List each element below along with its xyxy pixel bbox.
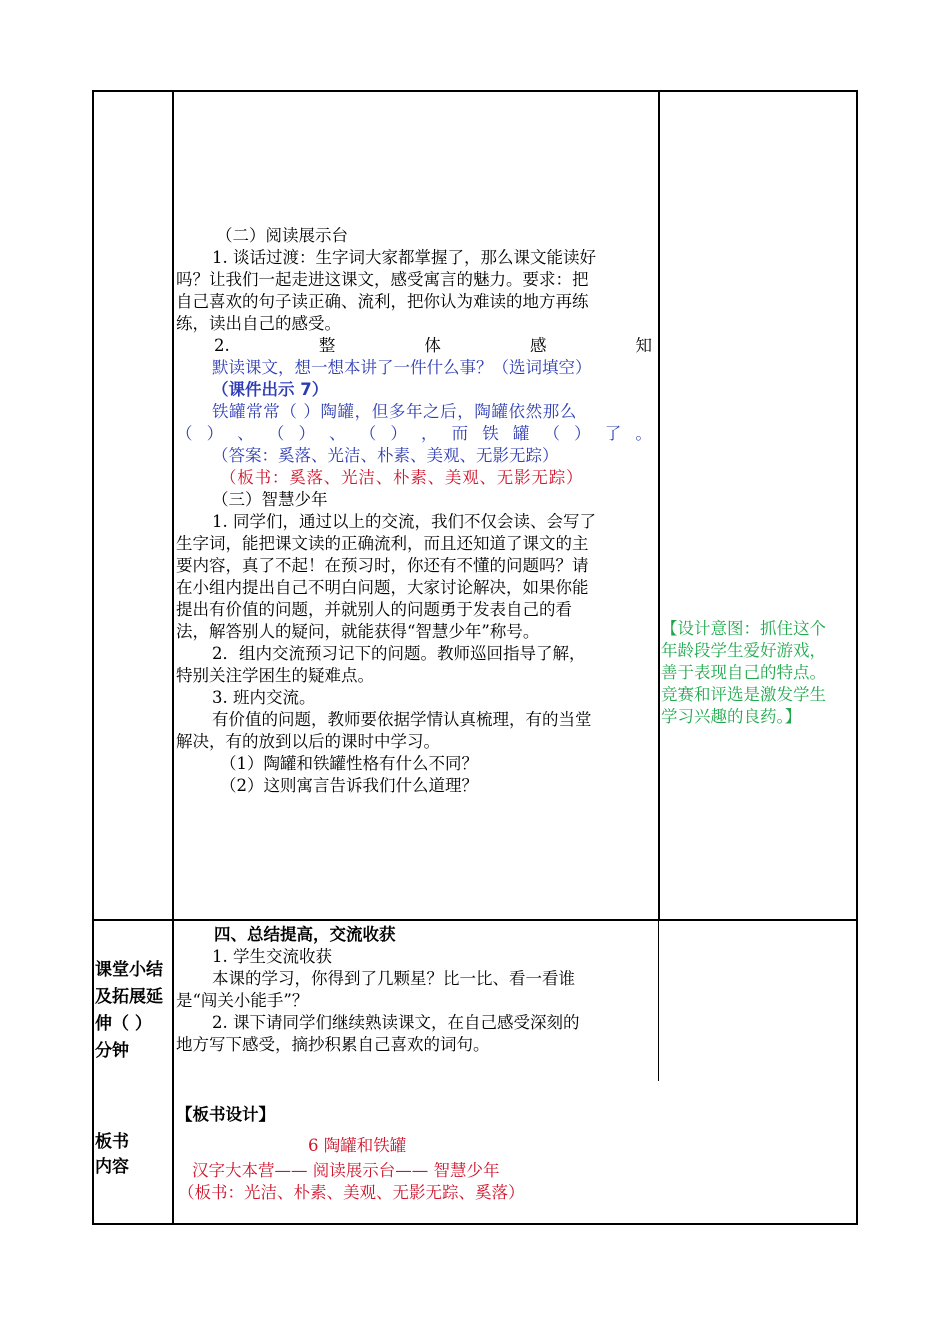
summary-line3: 是“闯关小能手”？ <box>176 991 309 1010</box>
col-divider-2-top <box>658 90 660 921</box>
p2-word: 体 <box>424 336 441 355</box>
p2-word: 知 <box>635 336 652 355</box>
fill-token: 了 <box>604 424 622 443</box>
question-1: （1）陶罐和铁罐性格有什么不同？ <box>220 754 478 773</box>
teaching-process-cell <box>176 225 656 797</box>
wisdom-section-title: （三）智慧少年 <box>212 490 328 509</box>
fill-token: （ <box>543 424 560 443</box>
courseware-note: （课件出示 7） <box>212 380 329 399</box>
wisdom-p1-line2: 生字词，能把课文读的正确流利，而且还知道了课文的主 <box>176 534 589 553</box>
summary-line2: 本课的学习，你得到了几颗星？比一比、看一看谁 <box>212 969 575 988</box>
fill-token: ） <box>206 424 224 443</box>
summary-label-cell <box>95 957 171 1065</box>
fill-token: 而 <box>451 424 469 443</box>
fill-blank-line1: 铁罐常常（ ）陶罐，但多年之后，陶罐依然那么 <box>212 402 577 421</box>
reading-p1-line4: 练，读出自己的感受。 <box>176 314 341 333</box>
table-right-border <box>856 90 858 1225</box>
wisdom-p4-line1: 有价值的问题，教师要依据学情认真梳理，有的当堂 <box>212 710 592 729</box>
design-intent-line1: 【设计意图：抓住这个 <box>661 619 826 638</box>
design-intent-line3: 善于表现自己的特点。 <box>661 663 826 682</box>
p2-word: 整 <box>318 336 336 355</box>
board-content-cell <box>176 1103 656 1204</box>
summary-label-line3: 伸（ ） <box>95 1014 152 1034</box>
summary-line5: 地方写下感受，摘抄积累自己喜欢的词句。 <box>176 1035 490 1054</box>
summary-label-line2: 及拓展延 <box>95 987 163 1007</box>
summary-line4: 2. 课下请同学们继续熟读课文，在自己感受深刻的 <box>212 1013 580 1032</box>
reading-task: 默读课文，想一想本讲了一件什么事？（选词填空） <box>212 358 592 377</box>
fill-token: （ <box>359 424 377 443</box>
summary-line1: 1. 学生交流收获 <box>212 947 332 966</box>
design-intent-line4: 竞赛和评选是激发学生 <box>661 685 826 704</box>
table-bottom-border <box>92 1223 858 1225</box>
col-divider-1 <box>172 90 174 1225</box>
wisdom-p1-line4: 在小组内提出自己不明白问题，大家讨论解决，如果你能 <box>176 578 589 597</box>
wisdom-p1-line1: 1. 同学们，通过以上的交流，我们不仅会读、会写了 <box>212 512 596 531</box>
p2-word: 感 <box>529 336 547 355</box>
col-divider-2-mid <box>658 921 659 1081</box>
board-flow: 汉字大本营—— 阅读展示台—— 智慧少年 <box>192 1161 500 1180</box>
question-2: （2）这则寓言告诉我们什么道理？ <box>220 776 478 795</box>
board-label-line2: 内容 <box>95 1157 129 1177</box>
fill-token: 、 <box>329 424 346 443</box>
wisdom-p2-line1: 2．组内交流预习记下的问题。教师巡回指导了解， <box>212 644 586 663</box>
p2-word: 2. <box>214 336 230 355</box>
summary-label-line4: 分钟 <box>95 1041 129 1061</box>
table-left-border <box>92 90 94 1225</box>
reading-p2-heading <box>176 335 656 357</box>
wisdom-p3: 3. 班内交流。 <box>212 688 316 707</box>
board-label-cell <box>95 1130 171 1180</box>
wisdom-p2-line2: 特别关注学困生的疑难点。 <box>176 666 374 685</box>
fill-token: ） <box>574 424 591 443</box>
design-intent-line5: 学习兴趣的良药。】 <box>661 707 802 726</box>
wisdom-p4-line2: 解决，有的放到以后的课时中学习。 <box>176 732 440 751</box>
fill-token: ， <box>421 424 438 443</box>
fill-token: 、 <box>237 424 254 443</box>
summary-content-cell <box>176 924 656 1056</box>
reading-p1-line1: 1. 谈话过渡：生字词大家都掌握了，那么课文能读好 <box>212 248 596 267</box>
row-divider-1 <box>92 919 858 921</box>
fill-token: 罐 <box>512 424 530 443</box>
fill-token: 。 <box>635 424 652 443</box>
reading-p1-line2: 吗？让我们一起走进这课文，感受寓言的魅力。要求：把 <box>176 270 589 289</box>
fill-blank-line2 <box>176 423 656 445</box>
fill-token: 铁 <box>482 424 499 443</box>
summary-label-line1: 课堂小结 <box>95 960 163 980</box>
board-label-line1: 板书 <box>95 1132 129 1152</box>
design-intent-line2: 年龄段学生爱好游戏， <box>661 641 826 660</box>
wisdom-p1-line6: 法，解答别人的疑问，就能获得“智慧少年”称号。 <box>176 622 540 641</box>
summary-title: 四、总结提高，交流收获 <box>214 925 396 944</box>
board-words: （板书：光洁、朴素、美观、无影无踪、奚落） <box>178 1183 525 1202</box>
fill-token: ） <box>298 424 315 443</box>
wisdom-p1-line3: 要内容，真了不起！在预习时，你还有不懂的问题吗？请 <box>176 556 589 575</box>
reading-section-title: （二）阅读展示台 <box>216 226 348 245</box>
board-note-red: （板书：奚落、光洁、朴素、美观、无影无踪） <box>220 468 584 487</box>
fill-blank-answer: （答案：奚落、光洁、朴素、美观、无影无踪） <box>212 446 559 465</box>
fill-token: （ <box>176 424 193 443</box>
fill-token: （ <box>267 424 285 443</box>
fill-token: ） <box>390 424 407 443</box>
board-lesson-title: 6 陶罐和铁罐 <box>308 1136 407 1155</box>
board-design-title: 【板书设计】 <box>176 1105 275 1124</box>
design-intent-cell <box>661 618 855 728</box>
wisdom-p1-line5: 提出有价值的问题，并就别人的问题勇于发表自己的看 <box>176 600 572 619</box>
table-top-border <box>92 90 858 92</box>
reading-p1-line3: 自己喜欢的句子读正确、流利，把你认为难读的地方再练 <box>176 292 589 311</box>
